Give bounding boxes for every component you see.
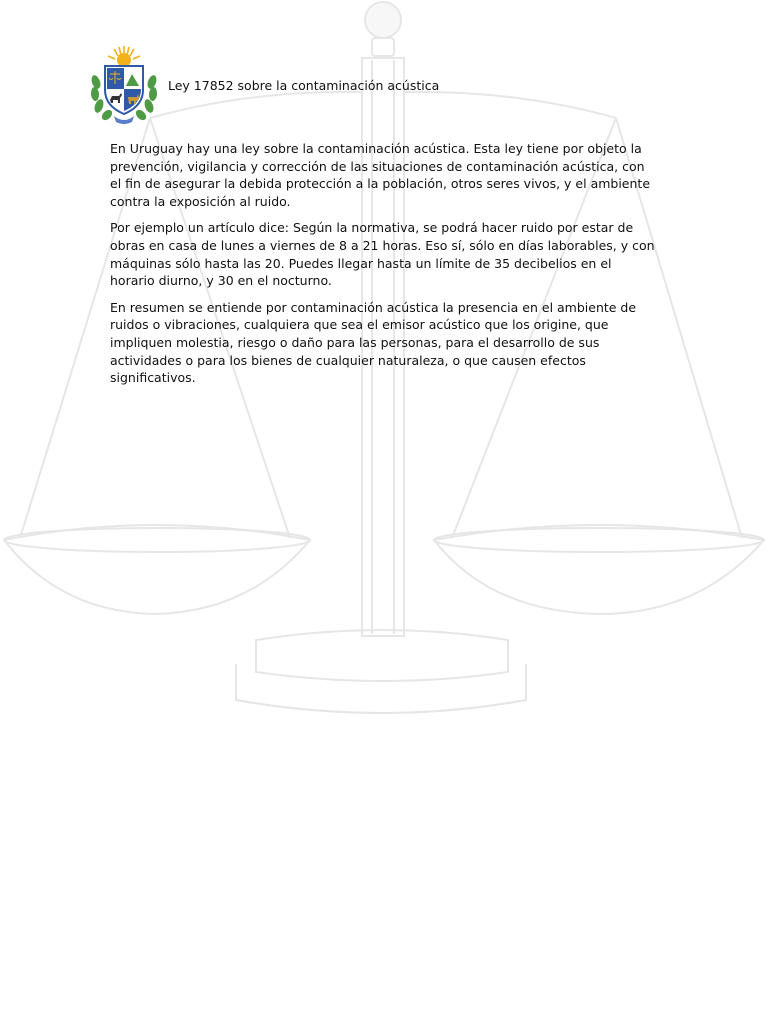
document-header <box>88 44 439 124</box>
paragraph-example: Por ejemplo un artículo dice: Según la normativa, se podrá hacer ruido por estar de obras en casa de lunes a viernes de 8 a 21 horas. Eso sí, sólo en días laborables, y con máquinas sólo hasta las 20. Puedes llegar hasta un límite de 35 decibelios en el horario diurno, y 30 en el nocturno. <box>110 220 655 289</box>
document-body <box>110 140 655 396</box>
paragraph-summary: En resumen se entiende por contaminación acústica la presencia en el ambiente de ruidos o vibraciones, cualquiera que sea el emisor acústico que los origine, que impliquen molestia, riesgo o daño para las personas, para el desarrollo de sus actividades o para los bienes de cualquier naturaleza, o que causen efectos significativos. <box>110 299 637 386</box>
paragraph-intro: En Uruguay hay una ley sobre la contaminación acústica. Esta ley tiene por objeto la prevención, vigilancia y corrección de las situaciones de contaminación acústica, con el fin de asegurar la debida protección a la población, otros seres vivos, y el ambiente contra la exposición al ruido. <box>110 141 651 209</box>
uruguay-coat-of-arms-icon <box>88 44 160 124</box>
document-title: Ley 17852 sobre la contaminación acústica <box>168 77 440 93</box>
